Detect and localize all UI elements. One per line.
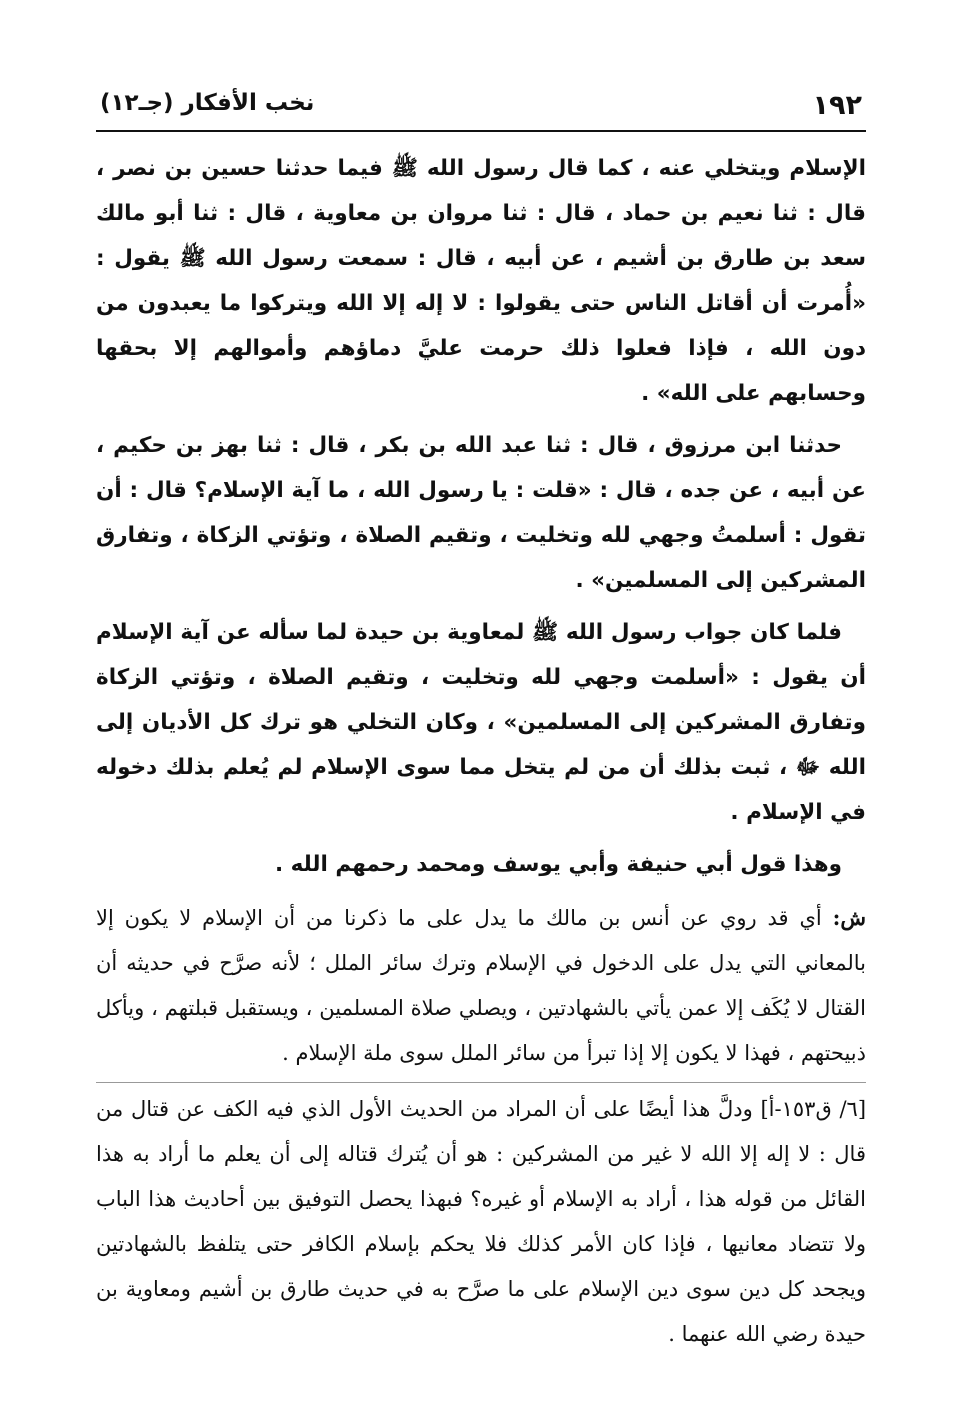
- page-header: [96, 84, 866, 132]
- paragraph-separator: [96, 1082, 866, 1083]
- page-number: ١٩٢: [812, 90, 862, 121]
- hadith-paragraph: فلما كان جواب رسول الله ﷺ لمعاوية بن حيدة لما سأله عن آية الإسلام أن يقول : «أسلمت وجهي لله وتخليت ، وتقيم الصلاة ، وتؤتي الزكاة وتفارق المشركين إلى المسلمين» ، وكان التخلي هو ترك كل الأديان إلى الله ﷻ ، ثبت بذلك أن من لم يتخل مما سوى الإسلام لم يُعلم بذلك دخوله في الإسلام .: [96, 620, 866, 825]
- commentary-text: أي قد روي عن أنس بن مالك ما يدل على ما ذكرنا من أن الإسلام لا يكون إلا بالمعاني التي يدل على الدخول في الإسلام وترك سائر الملل ؛ لأنه صرَّح في حديثه أن القتال لا يُكَف إلا عمن يأتي بالشهادتين ، ويصلي صلاة المسلمين ، ويستقبل قبلتهم ، ويأكل ذبيحتهم ، فهذا لا يكون إلا إذا تبرأ من سائر الملل سوى ملة الإسلام .: [96, 906, 866, 1065]
- book-page: [96, 84, 866, 1363]
- hadith-paragraph: وهذا قول أبي حنيفة وأبي يوسف ومحمد رحمهم الله .: [274, 852, 842, 877]
- running-title: نخب الأفكار (جـ١٢): [100, 90, 315, 116]
- page-content: [96, 146, 866, 1357]
- hadith-paragraph: حدثنا ابن مرزوق ، قال : ثنا عبد الله بن بكر ، قال : ثنا بهز بن حكيم ، عن أبيه ، عن جده ، قال : «قلت : يا رسول الله ، ما آية الإسلام؟ قال : أن تقول : أسلمتُ وجهي لله وتخليت ، وتقيم الصلاة ، وتؤتي الزكاة ، وتفارق المشركين إلى المسلمين» .: [96, 433, 866, 593]
- commentary-paragraph: [96, 895, 866, 1076]
- commentary-paragraph: [٦/ ق١٥٣-أ] ودلَّ هذا أيضًا على أن المراد من الحديث الأول الذي فيه الكف عن قتال من قال : لا إله إلا الله لا غير من المشركين : هو أن يُترك قتاله إلى أن يعلم ما أراد به هذا القائل من قوله هذا ، أراد به الإسلام أو غيره؟ فبهذا يحصل التوفيق بين أحاديث هذا الباب ولا تتضاد معانيها ، فإذا كان الأمر كذلك فلا يحكم بإسلام الكافر حتى يتلفظ بالشهادتين ويجحد كل دين سوى دين الإسلام على ما صرَّح به في حديث طارق بن أشيم ومعاوية بن حيدة رضي الله عنهما .: [96, 1097, 867, 1346]
- commentary: [96, 895, 866, 1357]
- commentary-marker: ش:: [832, 905, 866, 930]
- hadith-paragraph: الإسلام ويتخلي عنه ، كما قال رسول الله ﷺ فيما حدثنا حسين بن نصر ، قال : ثنا نعيم بن حماد ، قال : ثنا مروان بن معاوية ، قال : ثنا أبو مالك سعد بن طارق بن أشيم ، عن أبيه ، قال : سمعت رسول الله ﷺ يقول : «أُمرت أن أقاتل الناس حتى يقولوا : لا إله إلا الله ويتركوا ما يعبدون من دون الله ، فإذا فعلوا ذلك حرمت عليَّ دماؤهم وأموالهم إلا بحقها وحسابهم على الله» .: [96, 156, 866, 406]
- hadith-text: [96, 146, 866, 887]
